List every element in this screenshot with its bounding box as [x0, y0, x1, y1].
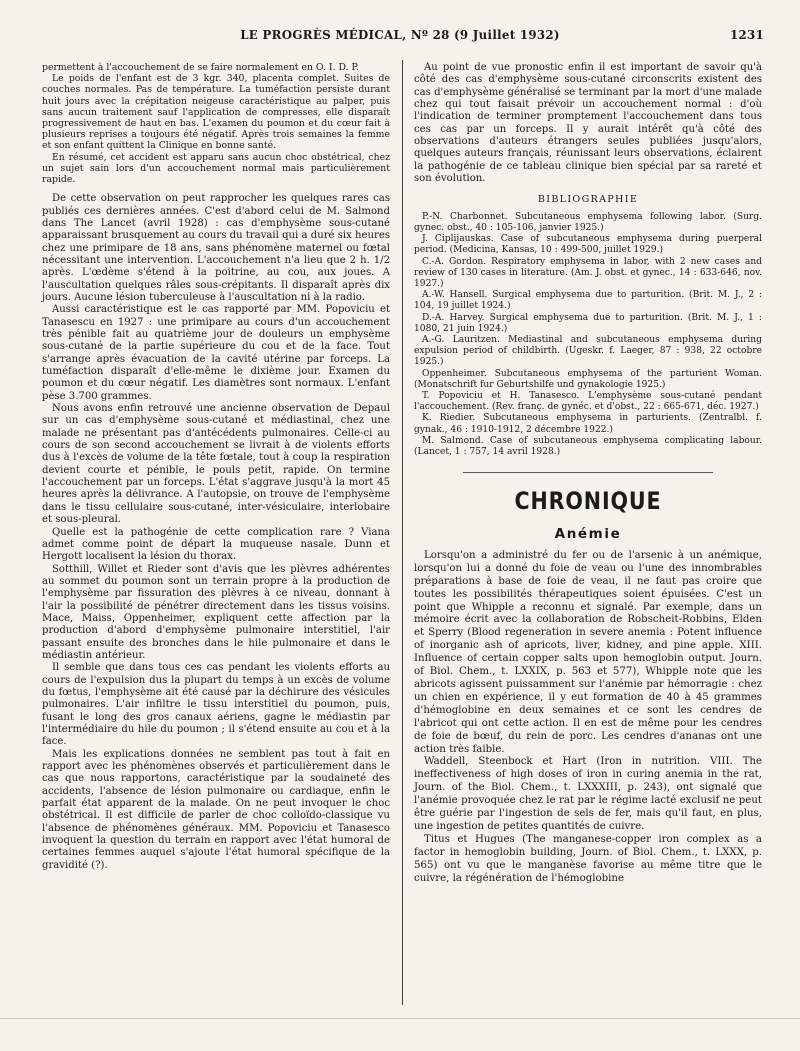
- reference-item: C.-A. Gordon. Respiratory emphysema in labor, with 2 new cases and review of 130 cases in literature. (Am. J. obst. et gynec., 14 : 633-646, nov. 1927.): [414, 256, 762, 289]
- body-paragraph: Quelle est la pathogénie de cette complication rare ? Viana admet comme point de départ la muqueuse nasale. Dunn et Hergott localisent la lésion du thorax.: [42, 526, 390, 563]
- reference-item: A.-W. Hansell. Surgical emphysema due to parturition. (Brit. M. J., 2 : 104, 19 juillet 1924.): [414, 290, 762, 312]
- article-title: Anémie: [554, 525, 622, 542]
- bibliography-list: [414, 212, 762, 458]
- running-header: [36, 28, 764, 48]
- chronique-body: [414, 550, 762, 886]
- page-fold-line: [0, 1018, 800, 1019]
- page-number: 1231: [729, 28, 764, 42]
- obs-paragraph: Le poids de l'enfant est de 3 kgr. 340, placenta complet. Suites de couches normales. Pas de température. La tuméfaction persiste durant huit jours avec la crépitation neigeuse caractéristique au palper, puis sans aucun traitement sauf l'application de compresses, elle disparaît progressivement de haut en bas. L'examen du poumon et du cœur fait à plusieurs reprises a toujours été négatif. Après trois semaines la femme et son enfant quittent la Clinique en bonne santé.: [42, 73, 390, 152]
- chronique-paragraph: Waddell, Steenbock et Hart (Iron in nutrition. VIII. The ineffectiveness of high doses of iron in curing anemia in the rat, Journ. of the Biol. Chem., t. LXXXIII, p. 243), ont signalé que l'anémie provoquée chez le rat par le régime lacté exclusif ne peut être guérie par l'ingestion de sels de fer, mais qu'il faut, en plus, une ingestion de petites quantités de cuivre.: [414, 756, 762, 832]
- body-paragraph: Au point de vue pronostic enfin il est important de savoir qu'à côté des cas d'emphysème sous-cutané circonscrits existent des cas d'emphysème généralisé se terminant par la mort d'une malade chez qui tout faisait prévoir un accouchement normal : d'où l'indication de terminer promptement l'accouchement dans tous ces cas par un forceps. Il y aurait intérêt qu'à côté des observations d'auteurs étrangers seules publiées jusqu'alors, quelques auteurs français, réunissant leurs observations, éclairent la pathogénie de ce tableau clinique bien spécial par sa rareté et son évolution.: [414, 62, 762, 185]
- body-paragraph: Nous avons enfin retrouvé une ancienne observation de Depaul sur un cas d'emphysème sous-cutané et médiastinal, chez une malade ne présentant pas d'antécédents pulmonaires. Celle-ci au cours de son second accouchement se livrait à de violents efforts dus à l'excès de volume de la tête fœtale, tout à coup la respiration devient courte et pénible, le pouls petit, rapide. On termine l'accouchement par un forceps. L'état s'aggrave jusqu'à la mort 45 heures après la délivrance. A l'autopsie, on trouve de l'emphysème dans le tissu cellulaire sous-cutané, inter-vésiculaire, interlobaire et sous-pleural.: [42, 403, 390, 526]
- chronique-paragraph: Titus et Hugues (The manganese-copper iron complex as a factor in hemoglobin building, Journ. of Biol. Chem., t. LXXX, p. 565) ont vu que le manganèse favorise au même titre que le cuivre, la régénération de l'hémoglobine: [414, 833, 762, 884]
- spacer: [42, 185, 390, 193]
- body-paragraph: Aussi caractéristique est le cas rapporté par MM. Popoviciu et Tanasescu en 1927 : une primipare au cours d'un accouchement très pénible fait au quatrième jour de douleurs un emphysème sous-cutané de la partie supérieure du cou et de la face. Tout s'arrange après évacuation de la cavité utérine par forceps. La tuméfaction disparaît d'elle-même le dixième jour. Examen du poumon et du cœur négatif. Les diamètres sont normaux. L'enfant pèse 3.700 grammes.: [42, 304, 390, 402]
- reference-item: J. Ciplijauskas. Case of subcutaneous emphysema during puerperal period. (Medicina, Kansas, 10 : 499-500, juillet 1929.): [414, 234, 762, 256]
- obs-paragraph: permettent à l'accouchement de se faire normalement en O. I. D. P.: [42, 62, 359, 73]
- body-paragraph: Mais les explications données ne semblent pas tout à fait en rapport avec les phénomènes observés et particulièrement dans le cas que nous rapportons, caractéristique par la soudaineté des accidents, l'absence de lésion pulmonaire ou cardiaque, enfin le parfait état apparent de la malade. On ne peut invoquer le choc obstétrical. Il est difficile de parler de choc colloïdo-classique vu l'absence de phénomènes généraux. MM. Popoviciu et Tanasesco invoquent la question du terrain en rapport avec l'état humoral de certaines femmes auquel s'ajoute l'état humoral spécifique de la gravidité (?).: [42, 748, 390, 871]
- chronique-paragraph: Lorsqu'on a administré du fer ou de l'arsenic à un anémique, lorsqu'on lui a donné du foie de veau ou l'une des innombrables préparations à base de foie de veau, il ne faut pas croire que toutes les possibilités thérapeutiques soient épuisées. C'est un point que Whipple a reconnu et signalé. Par exemple, dans un mémoire écrit avec la collaboration de Robscheit-Robbins, Elden et Sperry (Blood regeneration in severe anemia : Potent influence of inorganic ash of apricots, liver, kidney, and pine apple. XIII. Influence of certain copper salts upon hemoglobin output. Journ. of Biol. Chem., t. LXXIX, p. 563 et 577), Whipple note que les abricots agissent puissamment sur l'anémie par hémorragie : chez un chien en expérience, il y eut formation de 40 à 45 grammes d'hémoglobine en deux semaines et ce sont les cendres de l'abricot qui ont cette action. Il en est de même pour les cendres de foie de bœuf, du rein de porc. Les cendres d'ananas ont une action très faible.: [414, 549, 762, 755]
- reference-item: D.-A. Harvey. Surgical emphysema due to parturition. (Brit. M. J., 1 : 1080, 21 juin 1924.): [414, 312, 762, 334]
- reference-item: M. Salmond. Case of subcutaneous emphysema complicating labour. (Lancet, 1 : 757, 14 avril 1928.): [414, 435, 762, 458]
- reference-item: Oppenheimer. Subcutaneous emphysema of the parturient Woman. (Monatschrift fur Geburtshilfe und gynakologie 1925.): [414, 368, 762, 390]
- obs-paragraph: En résumé, cet accident est apparu sans aucun choc obstétrical, chez un sujet sain lors d'un accouchement normal mais particulièrement rapide.: [42, 151, 390, 186]
- bibliography-heading: BIBLIOGRAPHIE: [537, 194, 639, 206]
- reference-item: A.-G. Lauritzen. Mediastinal and subcutaneous emphysema during expulsion period of childbirth. (Ugeskr. f. Laeger, 87 : 938, 22 octobre 1925.): [414, 335, 762, 368]
- body-paragraph: Sotthill, Willet et Rieder sont d'avis que les plèvres adhérentes au sommet du poumon sont un terrain propre à la production de l'emphysème par fissuration des plèvres à ce niveau, donnant à l'air la possibilité de pénétrer directement dans les tissus voisins. Mace, Maiss, Oppenheimer, expliquent cette affection par la production d'abord d'emphysème pulmonaire interstitiel, l'air passant ensuite des bronches dans le hile pulmonaire et dans le médiastin antérieur.: [42, 563, 390, 661]
- body-paragraph: Il semble que dans tous ces cas pendant les violents efforts au cours de l'expulsion dus la plupart du temps à un excès de volume du fœtus, l'emphysème ait été causé par la déchirure des vésicules pulmonaires. L'air infiltre le tissu interstitiel du poumon, puis, fusant le long des gros canaux aériens, gagne le médiastin par l'intermédiaire du hile du poumon ; il s'étend ensuite au cou et à la face.: [42, 662, 390, 748]
- column-divider: [402, 60, 403, 1005]
- body-paragraph: De cette observation on peut rapprocher les quelques rares cas publiés ces dernières années. C'est d'abord celui de M. Salmond dans The Lancet (avril 1928) : cas d'emphysème sous-cutané apparaissant brusquement au cours du travail qui a duré six heures chez une primipare de 18 ans, sans phénomène maternel ou fœtal nécessitant une intervention. L'accouchement n'a lieu que 2 h. 1/2 après. L'œdème s'étend à la poitrine, au cou, aux joues. A l'auscultation quelques râles sous-crépitants. Il disparaît après dix jours. Aucune lésion tuberculeuse à l'auscultation ni à la radio.: [42, 193, 390, 303]
- section-title: CHRONIQUE: [514, 487, 662, 516]
- reference-item: T. Popoviciu et H. Tanasesco. L'emphysème sous-cutané pendant l'accouchement. (Rev. franç. de gynéc. et d'obst., 22 : 665-671, déc. 1927.): [414, 391, 762, 413]
- section-rule: [463, 472, 713, 473]
- left-column: [42, 62, 390, 872]
- right-column: [414, 62, 762, 886]
- reference-item: K. Riedier. Subcutaneous emphysema in parturients. (Zentralbl. f. gynak., 46 : 1910-1912, 2 décembre 1922.): [414, 413, 762, 435]
- observation-block: [42, 62, 390, 185]
- reference-item: P.-N. Charbonnet. Subcutaneous emphysema following labor. (Surg. gynec. obst., 40 : 105-106, janvier 1925.): [414, 211, 762, 233]
- journal-title: LE PROGRÈS MÉDICAL, Nº 28 (9 Juillet 1932): [240, 28, 560, 42]
